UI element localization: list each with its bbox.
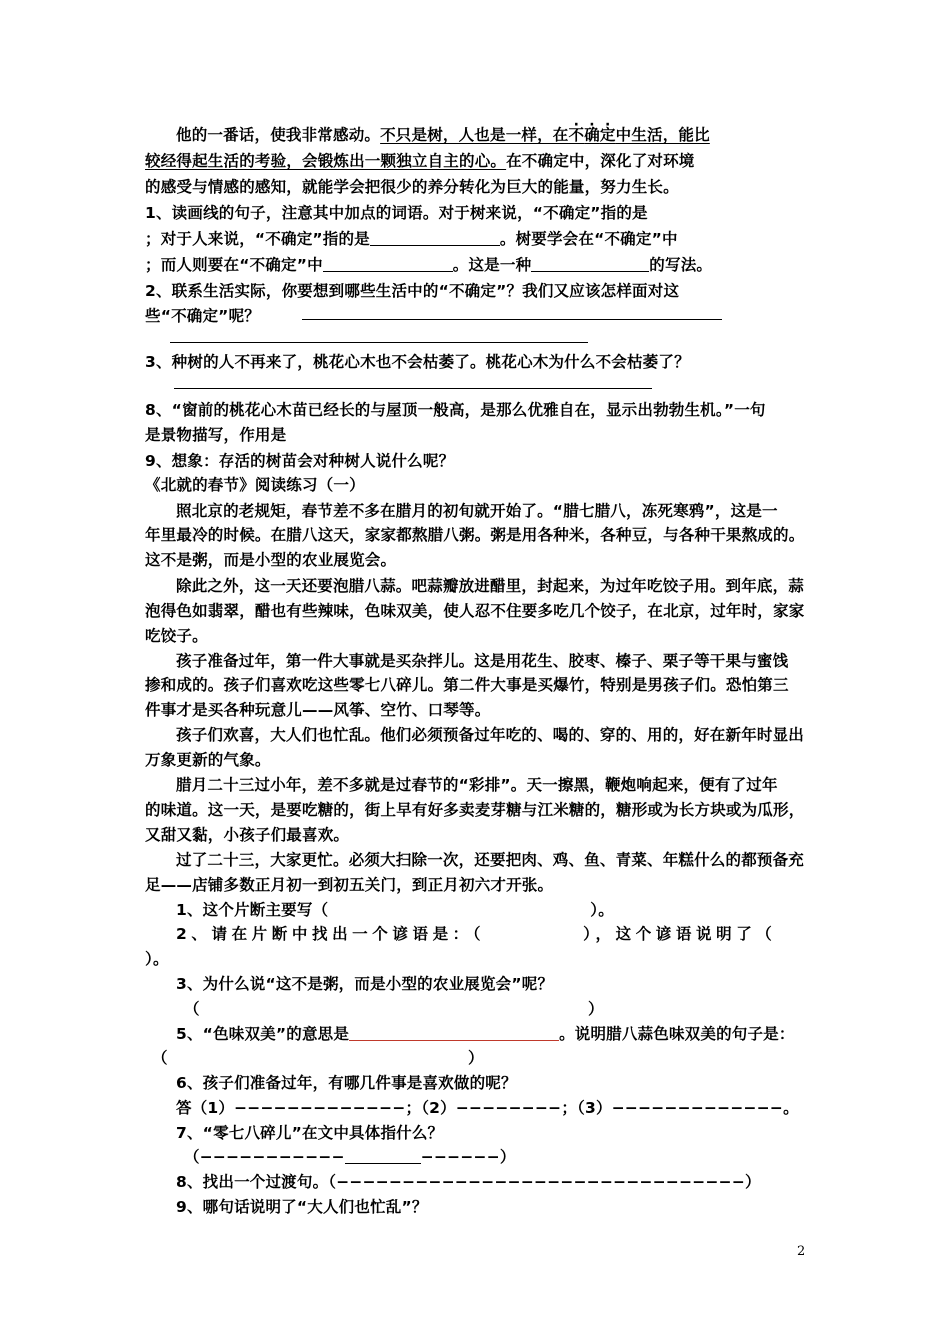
passage-line: 除此之外，这一天还要泡腊八蒜。吧蒜瓣放进醋里，封起来，为过年吃饺子用。到年底，蒜 (176, 577, 805, 595)
passage-question-6: 6、孩子们准备过年，有哪几件事是喜欢做的呢？ (176, 1074, 517, 1092)
passage-line: 照北京的老规矩，春节差不多在腊月的初旬就开始了。“腊七腊八，冻死寒鸦”，这是一 (176, 502, 778, 520)
question-1-line-2 (145, 228, 678, 250)
passage-question-3: 3、为什么说“这不是粥，而是小型的农业展览会”呢？ (176, 975, 554, 993)
passage-question-1 (176, 899, 614, 921)
question-1-line-1: 1、读画线的句子，注意其中加点的词语。对于树来说，“不确定”指的是 (145, 204, 648, 222)
q1-text-c: ；而人则要在“不确定”中 (145, 256, 323, 274)
intro-text-2: 在不确定中，深化了对环境 (506, 152, 695, 170)
passage-line: 又甜又黏，小孩子们最喜欢。 (145, 826, 350, 844)
question-9-line-1: 9、想象：存活的树苗会对种树人说什么呢？ (145, 452, 455, 470)
passage-line: 泡得色如翡翠，醋也有些辣味，色味双美，使人忍不住要多吃几个饺子，在北京，过年时，家家 (145, 602, 805, 620)
pq7-dashes-a: （−−−−−−−−−−− (184, 1148, 345, 1166)
pq5-text-a: 5、“色味双美”的意思是 (176, 1025, 350, 1043)
passage-line: 孩子们欢喜，大人们也忙乱。他们必须预备过年吃的、喝的、穿的、用的，好在新年时显出 (176, 726, 805, 744)
passage-question-6-answer[interactable]: 答（1）−−−−−−−−−−−−−；（2）−−−−−−−−；（3）−−−−−−−−−−−−−。 (176, 1099, 799, 1117)
q1-text-a: ；对于人来说，“不确定”指的是 (145, 230, 370, 248)
page-number: 2 (797, 1244, 806, 1259)
pq2-text-b: ），这个谚语说明了（ (583, 925, 777, 943)
intro-line-3: 的感受与情感的感知，就能学会把很少的养分转化为巨大的能量，努力生长。 (145, 178, 679, 196)
question-8-line-2: 是景物描写，作用是 (145, 426, 287, 444)
passage-line: 过了二十三，大家更忙。必须大扫除一次，还要把肉、鸡、鱼、青菜、年糕什么的都预备充 (176, 851, 805, 869)
answer-line[interactable] (174, 388, 652, 389)
intro-line-2 (145, 150, 695, 172)
q1-text-b: 。树要学会在“不确定”中 (499, 230, 678, 248)
passage-line: 足——店铺多数正月初一到初五关门，到正月初六才开张。 (145, 876, 554, 894)
question-2-line-1: 2、联系生活实际，你要想到哪些生活中的“不确定”？我们又应该怎样面对这 (145, 282, 680, 300)
answer-blank[interactable] (349, 1024, 559, 1041)
passage-line: 这不是粥，而是小型的农业展览会。 (145, 551, 397, 569)
answer-blank[interactable] (323, 255, 453, 272)
emphasis-char: 定 (599, 126, 616, 144)
pq1-close: ）。 (590, 901, 614, 919)
pq2-text-a: 2、请在片断中找出一个谚语是：（ (176, 925, 486, 943)
intro-line-1 (176, 124, 710, 146)
passage-question-8[interactable]: 8、找出一个过渡句。（−−−−−−−−−−−−−−−−−−−−−−−−−−−−−−−） (176, 1173, 761, 1191)
dotted-word (569, 126, 616, 144)
passage-line: 孩子准备过年，第一件大事就是买杂拌儿。这是用花生、胶枣、榛子、栗子等干果与蜜饯 (176, 652, 789, 670)
emphasis-char: 确 (584, 126, 600, 144)
pq3-close: ） (588, 1000, 604, 1018)
intro-text: 他的一番话，使我非常感动。 (176, 126, 381, 144)
passage-line: 腊月二十三过小年，差不多就是过春节的“彩排”。天一擦黑，鞭炮响起来，便有了过年 (176, 776, 778, 794)
passage-line: 的味道。这一天，是要吃糖的，街上早有好多卖麦芽糖与江米糖的，糖形或为长方块或为瓜形， (145, 801, 805, 819)
passage-line: 万象更新的气象。 (145, 751, 271, 769)
pq1-text: 1、这个片断主要写（ (176, 901, 329, 919)
passage-question-5 (176, 1023, 795, 1045)
answer-blank[interactable] (345, 1149, 421, 1164)
section-title: 《北就的春节》阅读练习（一） (145, 476, 365, 494)
passage-question-7: 7、“零七八碎儿”在文中具体指什么？ (176, 1124, 444, 1142)
emphasis-char: 不 (568, 126, 585, 144)
passage-line: 年里最冷的时候。在腊八这天，家家都熬腊八粥。粥是用各种米，各种豆，与各种干果熬成的。 (145, 526, 805, 544)
question-3-line-1: 3、种树的人不再来了，桃花心木也不会枯萎了。桃花心木为什么不会枯萎了？ (145, 353, 690, 371)
pq5-close: ） (468, 1049, 484, 1067)
passage-question-9: 9、哪句话说明了“大人们也忙乱”？ (176, 1198, 428, 1216)
question-8-line-1: 8、“窗前的桃花心木苗已经长的与屋顶一般高，是那么优雅自在，显示出勃勃生机。”一句 (145, 401, 766, 419)
question-2-line-2: 些“不确定”呢？ (145, 307, 260, 325)
question-1-line-3 (145, 254, 712, 276)
answer-blank[interactable] (531, 255, 649, 272)
pq5-open: （ (152, 1049, 168, 1067)
q1-text-d: 。这是一种 (452, 256, 532, 274)
passage-line: 掺和成的。孩子们喜欢吃这些零七八碎儿。第二件大事是买爆竹，特别是男孩子们。恐怕第三 (145, 676, 789, 694)
pq5-text-b: 。说明腊八蒜色味双美的句子是： (559, 1025, 795, 1043)
q1-text-e: 的写法。 (649, 256, 713, 274)
underlined-part-3: 中生活，能比 (615, 126, 710, 144)
passage-line: 吃饺子。 (145, 627, 208, 645)
underlined-part-1: 不只是树，人也是一样，在 (380, 126, 569, 144)
answer-line[interactable] (170, 342, 588, 343)
underlined-sentence (380, 126, 710, 144)
answer-line[interactable] (302, 319, 722, 320)
pq3-open: （ (184, 1000, 200, 1018)
answer-blank[interactable] (370, 229, 500, 246)
passage-question-2-cont: ）。 (145, 950, 169, 968)
passage-line: 件事才是买各种玩意儿——风筝、空竹、口琴等。 (145, 701, 491, 719)
passage-question-7-answer[interactable] (184, 1146, 516, 1168)
passage-question-2 (176, 923, 776, 945)
underlined-sentence-cont: 较经得起生活的考验，会锻炼出一颗独立自主的心。 (145, 152, 507, 170)
pq7-dashes-b: −−−−−−） (420, 1148, 516, 1166)
